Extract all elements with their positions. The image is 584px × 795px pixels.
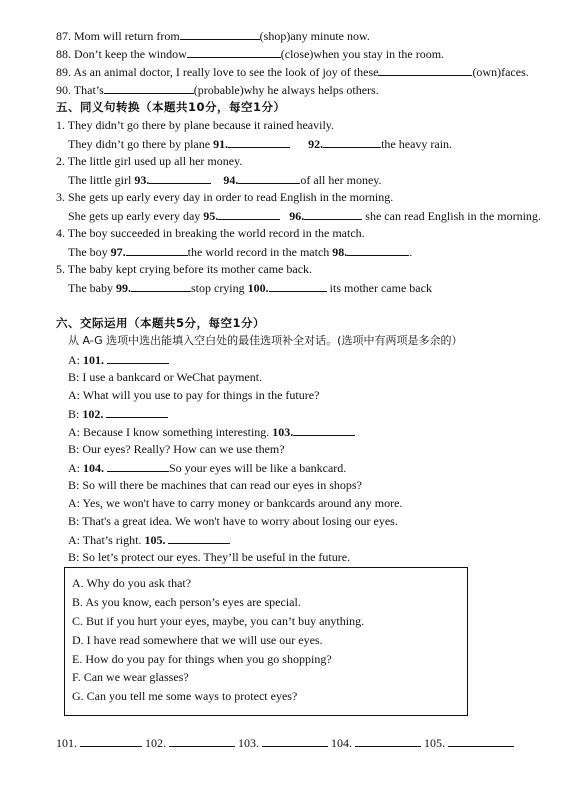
answer-label-104: 104. xyxy=(331,736,352,750)
section-6-heading: 六、交际运用（本题共5分，每空1分） xyxy=(56,316,266,330)
item-87 xyxy=(56,28,370,43)
blank-number-103: 103. xyxy=(272,425,294,439)
dialogue-line-4 xyxy=(68,406,168,421)
answer-blank-102[interactable] xyxy=(169,735,235,747)
blank-number-96: 96. xyxy=(289,209,305,223)
speaker-a: A: xyxy=(68,461,80,475)
s5-answer-1-post: the heavy rain. xyxy=(381,137,453,151)
blank-number-98: 98. xyxy=(332,245,348,259)
answer-blank-104[interactable] xyxy=(355,735,421,747)
dialogue-line-3: A: What will you use to pay for things in the future? xyxy=(68,388,320,402)
option-g: G. Can you tell me some ways to protect eyes? xyxy=(72,689,298,703)
blank-number-95: 95. xyxy=(203,209,219,223)
dialogue-line-2: B: I use a bankcard or WeChat payment. xyxy=(68,370,263,384)
dialogue-line-1 xyxy=(68,352,169,367)
s5-answer-3 xyxy=(68,208,541,223)
item-90-text: 90. That’s xyxy=(56,83,104,97)
s5-answer-4-text: The boy xyxy=(68,245,108,259)
s5-answer-5-post: its mother came back xyxy=(329,281,432,295)
blank-number-97: 97. xyxy=(110,245,126,259)
blank-99[interactable] xyxy=(131,280,191,292)
s5-answer-2-text: The little girl xyxy=(68,173,132,187)
blank-94[interactable] xyxy=(238,172,300,184)
item-87-blank[interactable] xyxy=(180,28,260,40)
blank-98[interactable] xyxy=(347,244,409,256)
s5-answer-4-post: . xyxy=(409,245,413,259)
dialogue-line-5-text: A: Because I know something interesting. xyxy=(68,425,270,439)
blank-103[interactable] xyxy=(293,424,355,436)
blank-91[interactable] xyxy=(228,136,290,148)
s5-answer-2 xyxy=(68,172,382,187)
blank-100[interactable] xyxy=(269,280,327,292)
blank-number-104: 104. xyxy=(83,461,104,475)
blank-number-93: 93. xyxy=(134,173,150,187)
blank-105[interactable] xyxy=(168,532,230,544)
s5-answer-1 xyxy=(68,136,452,151)
answer-blank-101[interactable] xyxy=(80,735,142,747)
section-6-instruction: 从 A-G 选项中选出能填入空白处的最佳选项补全对话。(选项中有两项是多余的） xyxy=(68,334,463,347)
s5-question-2: 2. The little girl used up all her money. xyxy=(56,154,243,168)
blank-number-94: 94. xyxy=(223,173,239,187)
blank-number-99: 99. xyxy=(115,281,131,295)
blank-95[interactable] xyxy=(218,208,280,220)
dialogue-line-6: B: Our eyes? Really? How can we use them? xyxy=(68,442,285,456)
s5-answer-5-mid: stop crying xyxy=(190,281,245,295)
item-88-blank[interactable] xyxy=(187,46,281,58)
answer-blank-105[interactable] xyxy=(448,735,514,747)
s5-answer-4-mid: the world record in the match xyxy=(187,245,330,259)
answer-blank-103[interactable] xyxy=(262,735,328,747)
s5-answer-5 xyxy=(68,280,432,295)
item-90 xyxy=(56,82,379,97)
blank-number-92: 92. xyxy=(308,137,324,151)
item-88-text: 88. Don’t keep the window xyxy=(56,47,187,61)
option-b: B. As you know, each person’s eyes are special. xyxy=(72,595,301,609)
blank-102[interactable] xyxy=(106,406,168,418)
item-87-post: (shop)any minute now. xyxy=(259,29,370,43)
option-d: D. I have read somewhere that we will use our eyes. xyxy=(72,633,323,647)
answer-line xyxy=(56,735,514,750)
s5-answer-2-post: of all her money. xyxy=(300,173,382,187)
blank-104[interactable] xyxy=(107,460,169,472)
blank-101[interactable] xyxy=(107,352,169,364)
option-a: A. Why do you ask that? xyxy=(72,576,192,590)
blank-97[interactable] xyxy=(126,244,188,256)
answer-label-103: 103. xyxy=(238,736,259,750)
blank-92[interactable] xyxy=(323,136,381,148)
item-88-post: (close)when you stay in the room. xyxy=(280,47,445,61)
dialogue-line-11-text: A: That’s right. xyxy=(68,533,142,547)
s5-question-5: 5. The baby kept crying before its mother came back. xyxy=(56,262,313,276)
blank-96[interactable] xyxy=(304,208,362,220)
dialogue-line-10: B: That's a great idea. We won't have to worry about losing our eyes. xyxy=(68,514,398,528)
option-e: E. How do you pay for things when you go shopping? xyxy=(72,652,332,666)
s5-question-4: 4. The boy succeeded in breaking the world record in the match. xyxy=(56,226,365,240)
section-5-heading: 五、同义句转换（本题共10分，每空1分） xyxy=(56,100,286,114)
dialogue-line-11 xyxy=(68,532,230,547)
item-88 xyxy=(56,46,444,61)
dialogue-line-12: B: So let’s protect our eyes. They’ll be useful in the future. xyxy=(68,550,351,564)
dialogue-line-7 xyxy=(68,460,346,475)
blank-number-100: 100. xyxy=(247,281,269,295)
blank-93[interactable] xyxy=(149,172,211,184)
speaker-a: A: xyxy=(68,353,80,367)
dialogue-line-9: A: Yes, we won't have to carry money or bankcards around any more. xyxy=(68,496,403,510)
item-89 xyxy=(56,64,529,79)
dialogue-line-5 xyxy=(68,424,355,439)
blank-number-102: 102. xyxy=(82,407,104,421)
s5-answer-3-text: She gets up early every day xyxy=(68,209,201,223)
item-90-post: (probable)why he always helps others. xyxy=(193,83,379,97)
item-89-blank[interactable] xyxy=(378,64,472,76)
item-89-post: (own)faces. xyxy=(472,65,529,79)
dialogue-line-8: B: So will there be machines that can read our eyes in shops? xyxy=(68,478,362,492)
answer-label-101: 101. xyxy=(56,736,77,750)
s5-answer-1-text: They didn’t go there by plane xyxy=(68,137,211,151)
answer-label-102: 102. xyxy=(145,736,166,750)
s5-answer-3-post: she can read English in the morning. xyxy=(365,209,541,223)
dialogue-line-7-post: So your eyes will be like a bankcard. xyxy=(169,461,347,475)
blank-number-101: 101. xyxy=(83,353,104,367)
blank-number-105: 105. xyxy=(144,533,166,547)
option-c: C. But if you hurt your eyes, maybe, you can’t buy anything. xyxy=(72,614,365,628)
s5-answer-4 xyxy=(68,244,412,259)
speaker-b: B: xyxy=(68,407,80,421)
option-f: F. Can we wear glasses? xyxy=(72,670,189,684)
answer-label-105: 105. xyxy=(424,736,445,750)
s5-question-3: 3. She gets up early every day in order to read English in the morning. xyxy=(56,190,394,204)
s5-question-1: 1. They didn’t go there by plane because it rained heavily. xyxy=(56,118,335,132)
item-89-text: 89. As an animal doctor, I really love to see the look of joy of these xyxy=(56,65,379,79)
blank-number-91: 91. xyxy=(213,137,229,151)
item-87-text: 87. Mom will return from xyxy=(56,29,180,43)
s5-answer-5-text: The baby xyxy=(68,281,113,295)
item-90-blank[interactable] xyxy=(104,82,194,94)
